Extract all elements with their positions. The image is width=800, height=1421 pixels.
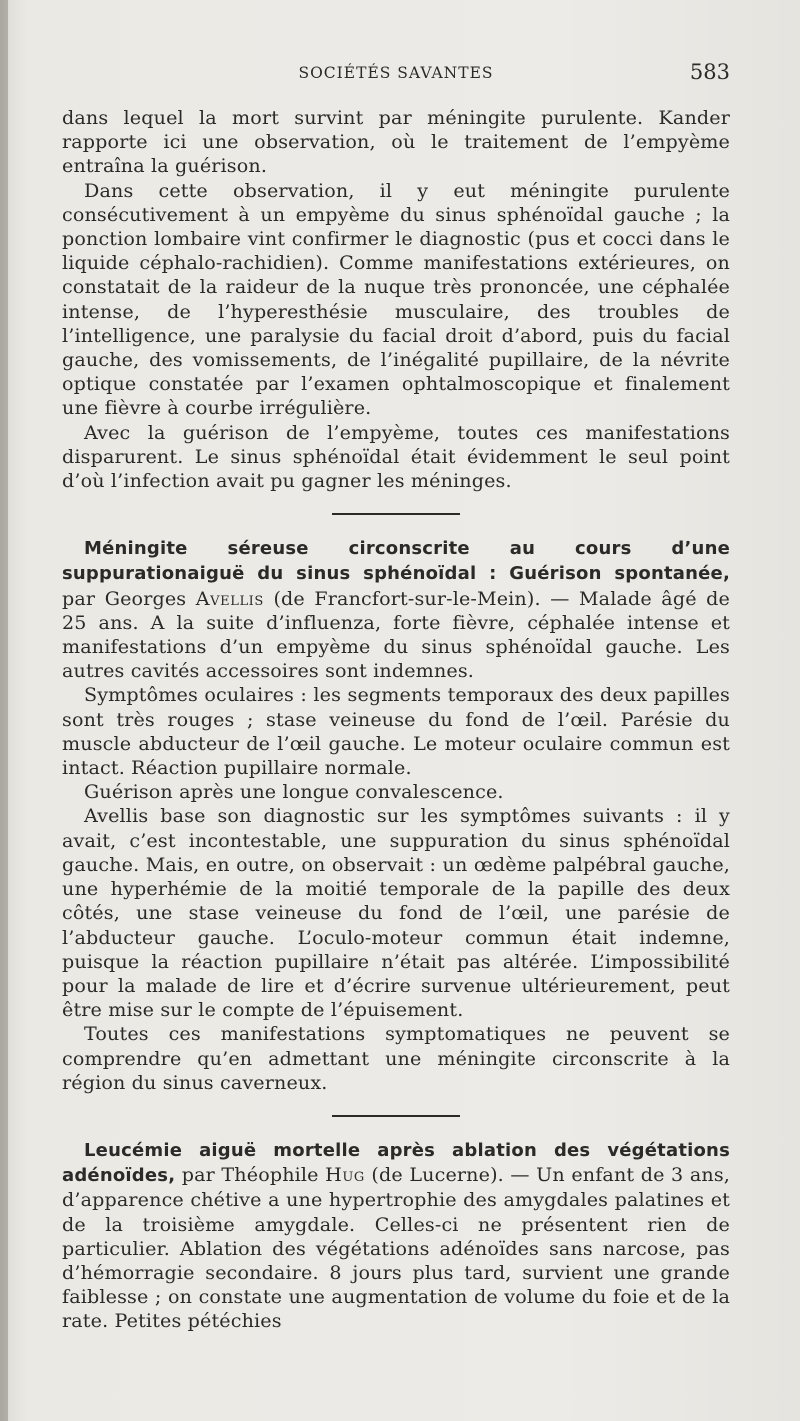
- byline-prefix: par Georges: [62, 586, 196, 610]
- paragraph: Guérison après une longue convalescence.: [84, 780, 504, 804]
- author-name: Hug: [325, 1163, 365, 1187]
- paragraph-continuation: dans lequel la mort survint par méningite purulente. Kander rapporte ici une observation, où le traitement de l’empyème entraîna la guérison.: [62, 106, 730, 178]
- paragraph: Avec la guérison de l’empyème, toutes ces manifestations disparurent. Le sinus sphénoïdal était évidemment le seul point d’où l’infection avait pu gagner les méninges.: [62, 420, 730, 493]
- paragraph: Symptômes oculaires : les segments temporaux des deux papilles sont très rouges ; stase veineuse du fond de l’œil. Parésie du muscle abducteur de l’œil gauche. Le moteur oculaire commun est intact. Réaction pupillaire normale.: [62, 683, 730, 780]
- page-number: 583: [689, 60, 730, 84]
- section-abstract: [62, 1138, 730, 1334]
- paragraph: Dans cette observation, il y eut méningite purulente consécutivement à un empyème du sinus sphénoïdal gauche ; la ponction lombaire vint confirmer le diagnostic (pus et cocci dans le liquide céphalo-rachidien). Comme manifestations extérieures, on constatait de la raideur de la nuque très prononcée, une céphalée intense, de l’hyperesthésie musculaire, des troubles de l’intelligence, une paralysie du facial droit d’abord, puis du facial gauche, des vomissements, de l’inégalité pupillaire, de la névrite optique constatée par l’examen ophtalmoscopique et finalement une fièvre à courbe irrégulière.: [62, 178, 730, 420]
- section-title: Méningite séreuse circonscrite au cours d’une suppurationaiguë du sinus sphénoïdal : Guérison spontanée,: [62, 538, 730, 585]
- section-separator: [332, 1115, 460, 1117]
- section-abstract: [62, 536, 730, 683]
- page-header: [62, 60, 730, 90]
- running-title: SOCIÉTÉS SAVANTES: [298, 64, 494, 82]
- page-spine-shadow: [0, 0, 8, 1421]
- abstract-text: (de Francfort-sur-le-Mein). — Malade âgé de 25 ans. A la suite d’influenza, forte fièvre, céphalée intense et manifestations d’un empyème du sinus sphénoïdal gauche. Les autres cavités accessoires sont indemnes.: [62, 586, 730, 683]
- article-body: [62, 106, 730, 1334]
- author-name: Avellis: [195, 586, 264, 610]
- paragraph: Avellis base son diagnostic sur les symptômes suivants : il y avait, c’est incontestable, une suppuration du sinus sphénoïdal gauche. Mais, en outre, on observait : un œdème palpébral gauche, une hyperhémie de la moitié temporale de la papille des deux côtés, une stase veineuse du fond de l’œil, une parésie de l’abducteur gauche. L’oculo-moteur commun était indemne, puisque la réaction pupillaire n’était pas altérée. L’impossibilité pour la malade de lire et d’écrire survenue ultérieurement, peut être mise sur le compte de l’épuisement.: [62, 804, 730, 1022]
- abstract-text: (de Lucerne). — Un enfant de 3 ans, d’apparence chétive a une hypertrophie des amygdales palatines et de la troisième amygdale. Celles-ci ne présentent rien de particulier. Ablation des végétations adénoïdes sans narcose, pas d’hémorragie secondaire. 8 jours plus tard, survient une grande faiblesse ; on constate une augmentation de volume du foie et de la rate. Petites pétéchies: [62, 1163, 730, 1333]
- section-separator: [332, 513, 460, 515]
- byline-prefix: par Théophile: [175, 1163, 326, 1187]
- paragraph: Toutes ces manifestations symptomatiques ne peuvent se comprendre qu’en admettant une méningite circonscrite à la région du sinus caverneux.: [62, 1022, 730, 1094]
- section-title: Leucémie aiguë mortelle après ablation des végétations adénoïdes,: [62, 1139, 730, 1187]
